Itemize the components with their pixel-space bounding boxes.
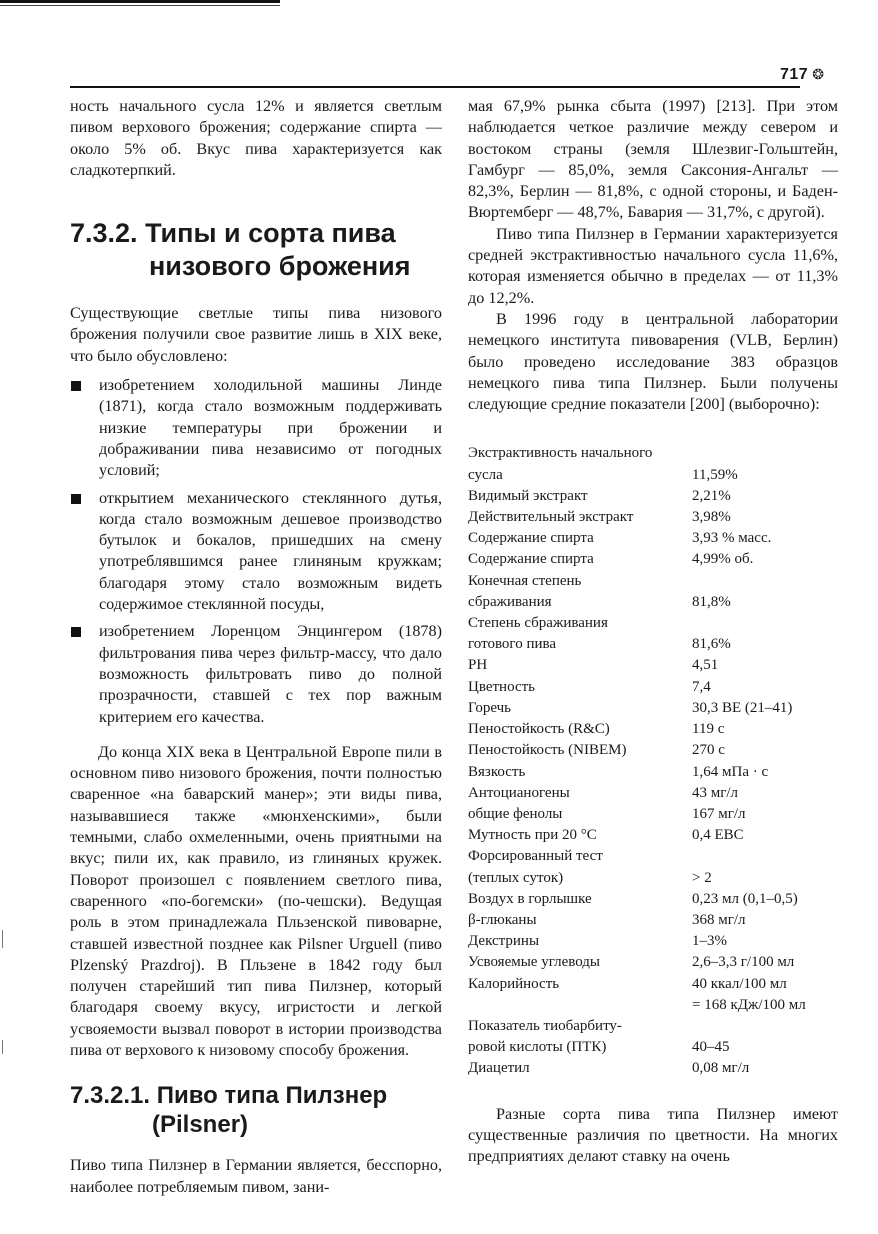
parameter-value: 3,98%	[692, 509, 731, 526]
parameter-name: Конечная степень	[468, 572, 582, 589]
table-row	[468, 931, 838, 952]
table-row	[468, 613, 838, 634]
parameter-value: 30,3 BE (21–41)	[692, 699, 793, 716]
table-row	[468, 655, 838, 676]
parameter-name: (теплых суток)	[468, 869, 564, 886]
parameter-value: > 2	[692, 869, 712, 886]
parameter-value: 40–45	[692, 1039, 730, 1056]
table-row	[468, 783, 838, 804]
table-row	[468, 443, 838, 464]
parameter-value: 119 с	[692, 721, 725, 738]
subsection-number: 7.3.2.1.	[70, 1082, 151, 1110]
closing-paragraph: Пиво типа Пилзнер в Германии является, бесспорно, наиболее потребляемым пивом, зани-	[70, 1156, 442, 1196]
continuation-paragraph: мая 67,9% рынка сбыта (1997) [213]. При этом наблюдается четкое различие между севером и востоком страны (земля Шлезвиг-Гольштейн, Гамбург — 85,0%, земля Саксония-Ангальт — 82,3%, Берлин — 81,8%, с одной стороны, и Баден-Вюртемберг — 48,7%, Бавария — 31,7%, с другой).	[468, 97, 838, 222]
table-row	[468, 698, 838, 719]
subsection-heading	[70, 1081, 442, 1139]
history-paragraph: До конца XIX века в Центральной Европе пили в основном пиво низового брожения, почти полностью сваренное «на баварский манер»; эти виды пива, называвшиеся также «мюнхенскими», были темными, слабо охмеленными, очень приятными на вкус; пили их, как правило, из глиняных кружек. Поворот произошел с появлением светлого пива, сваренного «по-богемски» (по-чешски). Ведущая роль в этом принадлежала Пльзенской пивоварне, ставшей известной позднее как Pilsner Urguell (пиво Plzenský Prazdroj). В Пльзене в 1842 году был получен старейший тип пива Пилзнер, который благодаря своему вкусу, игристости и легкой усвояемости вызвал поворот в истории производства пива от верхового к низовому способу брожения.	[70, 742, 442, 1059]
parameter-value: 81,6%	[692, 636, 731, 653]
parameter-name: сбраживания	[468, 593, 552, 610]
parameter-name: общие фенолы	[468, 805, 563, 822]
parameter-value: 81,8%	[692, 593, 731, 610]
table-row	[468, 1058, 838, 1079]
parameter-name: Действительный экстракт	[468, 509, 634, 526]
parameter-value: 1,64 мПа · с	[692, 763, 769, 780]
parameter-name: β-глюканы	[468, 911, 537, 928]
parameter-name: ровой кислоты (ПТК)	[468, 1039, 607, 1056]
subsection-title-line2: (Pilsner)	[152, 1111, 249, 1139]
table-row	[468, 549, 838, 570]
parameter-name: Диацетил	[468, 1060, 530, 1077]
subsection-title-line1: Пиво типа Пилзнер	[156, 1082, 388, 1110]
table-row	[468, 804, 838, 825]
section-title-line1: Типы и сорта пива	[145, 218, 396, 249]
parameter-name: готового пива	[468, 636, 557, 653]
parameter-name	[468, 995, 692, 1016]
parameter-value	[692, 846, 838, 867]
parameter-value	[692, 1016, 838, 1037]
parameter-value: 2,21%	[692, 487, 731, 504]
parameters-table	[468, 443, 838, 1079]
parameter-value: 0,08 мг/л	[692, 1060, 750, 1077]
table-row	[468, 846, 838, 867]
table-row	[468, 762, 838, 783]
table-row	[468, 974, 838, 995]
parameter-value: 1–3%	[692, 933, 727, 950]
extract-paragraph: Пиво типа Пилзнер в Германии характеризуется средней экстрактивностью начального сусла 11,6%, которая изменяется обычно в пределах — от 11,3% до 12,2%.	[468, 224, 838, 307]
parameter-value: 2,6–3,3 г/100 мл	[692, 954, 795, 971]
parameter-value: 4,99% об.	[692, 551, 754, 568]
parameter-name: Показатель тиобарбиту-	[468, 1017, 622, 1034]
parameter-value: 167 мг/л	[692, 805, 746, 822]
parameter-value: 0,23 мл (0,1–0,5)	[692, 890, 798, 907]
parameter-name: Усвояемые углеводы	[468, 954, 600, 971]
parameter-value	[692, 571, 838, 592]
parameter-name: Содержание спирта	[468, 551, 594, 568]
parameter-name: Антоцианогены	[468, 784, 570, 801]
parameter-value: 270 с	[692, 742, 725, 759]
left-column	[70, 96, 442, 1198]
parameter-value	[692, 443, 838, 464]
final-paragraph: Разные сорта пива типа Пилзнер имеют существенные различия по цветности. На многих предприятиях делают ставку на очень	[468, 1104, 838, 1166]
parameter-value: 368 мг/л	[692, 911, 746, 928]
table-row	[468, 486, 838, 507]
parameter-name: Видимый экстракт	[468, 487, 588, 504]
table-row	[468, 740, 838, 761]
list-item: изобретением холодильной машины Линде (1871), когда стало возможным поддерживать низкие температуры при брожении и дображивании пива независимо от погодных условий;	[70, 375, 442, 481]
parameter-name: Экстрактивность начального	[468, 445, 653, 462]
list-item: открытием механического стеклянного дутья, когда стало возможным дешевое производство бутылок и бокалов, пришедших на смену употреблявшимся ранее глиняным кружкам; благодаря этому стало возможным видеть содержимое стеклянной посуды,	[70, 488, 442, 616]
table-row	[468, 592, 838, 613]
parameter-name: Воздух в горлышке	[468, 890, 592, 907]
scan-margin-mark	[2, 1040, 3, 1054]
table-row	[468, 677, 838, 698]
parameter-name: Декстрины	[468, 933, 540, 950]
parameter-value: 4,51	[692, 657, 719, 674]
parameter-name: Форсированный тест	[468, 848, 603, 865]
section-heading	[70, 217, 442, 283]
intro-paragraph: ность начального сусла 12% и является светлым пивом верхового брожения; содержание спирта — около 5% об. Вкус пива характеризуется как сладкотерпкий.	[70, 97, 442, 179]
scan-margin-mark	[2, 930, 3, 948]
parameter-name: Пеностойкость (R&C)	[468, 721, 610, 738]
scan-edge-mark	[0, 0, 280, 8]
page-number: 717 ❂	[780, 66, 825, 83]
parameter-name: Степень сбраживания	[468, 615, 608, 632]
header-rule	[70, 86, 800, 88]
table-row	[468, 571, 838, 592]
page-marker-icon: ❂	[812, 66, 825, 82]
parameter-value: 0,4 EBC	[692, 827, 744, 844]
table-row	[468, 825, 838, 846]
table-row	[468, 952, 838, 973]
reasons-list	[70, 375, 442, 728]
section-lead: Существующие светлые типы пива низового брожения получили свое развитие лишь в XIX веке, что было обусловлено:	[70, 304, 442, 365]
parameter-value: 3,93 % масс.	[692, 530, 772, 547]
parameter-value: 11,59%	[692, 466, 738, 483]
table-row	[468, 1037, 838, 1058]
parameter-name: Цветность	[468, 678, 535, 695]
table-row	[468, 1016, 838, 1037]
study-paragraph: В 1996 году в центральной лаборатории немецкого института пивоварения (VLB, Берлин) было проведено исследование 383 образцов немецкого пива типа Пилзнер. Были получены следующие средние показатели [200] (выборочно):	[468, 309, 838, 414]
parameter-name: PH	[468, 657, 488, 674]
table-row	[468, 995, 838, 1016]
section-title-line2: низового брожения	[149, 251, 411, 282]
parameter-name: сусла	[468, 466, 503, 483]
right-column	[468, 96, 838, 1167]
parameter-value: 7,4	[692, 678, 711, 695]
parameter-value: 40 ккал/100 мл	[692, 975, 787, 992]
table-row	[468, 465, 838, 486]
parameter-value	[692, 613, 838, 634]
list-item: изобретением Лоренцом Энцингером (1878) фильтрования пива через фильтр-массу, что дало возможность фильтровать пиво до полной прозрачности, ставшей с тех пор важным критерием его качества.	[70, 621, 442, 727]
table-row	[468, 634, 838, 655]
table-row	[468, 719, 838, 740]
parameter-name: Калорийность	[468, 975, 560, 992]
parameter-name: Мутность при 20 °C	[468, 827, 597, 844]
table-row	[468, 528, 838, 549]
table-row	[468, 889, 838, 910]
parameter-name: Пеностойкость (NIBEM)	[468, 742, 627, 759]
parameter-name: Содержание спирта	[468, 530, 594, 547]
table-row	[468, 868, 838, 889]
parameter-name: Вязкость	[468, 763, 526, 780]
table-row	[468, 910, 838, 931]
section-number: 7.3.2.	[70, 218, 138, 249]
parameter-name: Горечь	[468, 699, 512, 716]
parameter-value: = 168 кДж/100 мл	[692, 996, 806, 1013]
parameter-value: 43 мг/л	[692, 784, 739, 801]
table-row	[468, 507, 838, 528]
